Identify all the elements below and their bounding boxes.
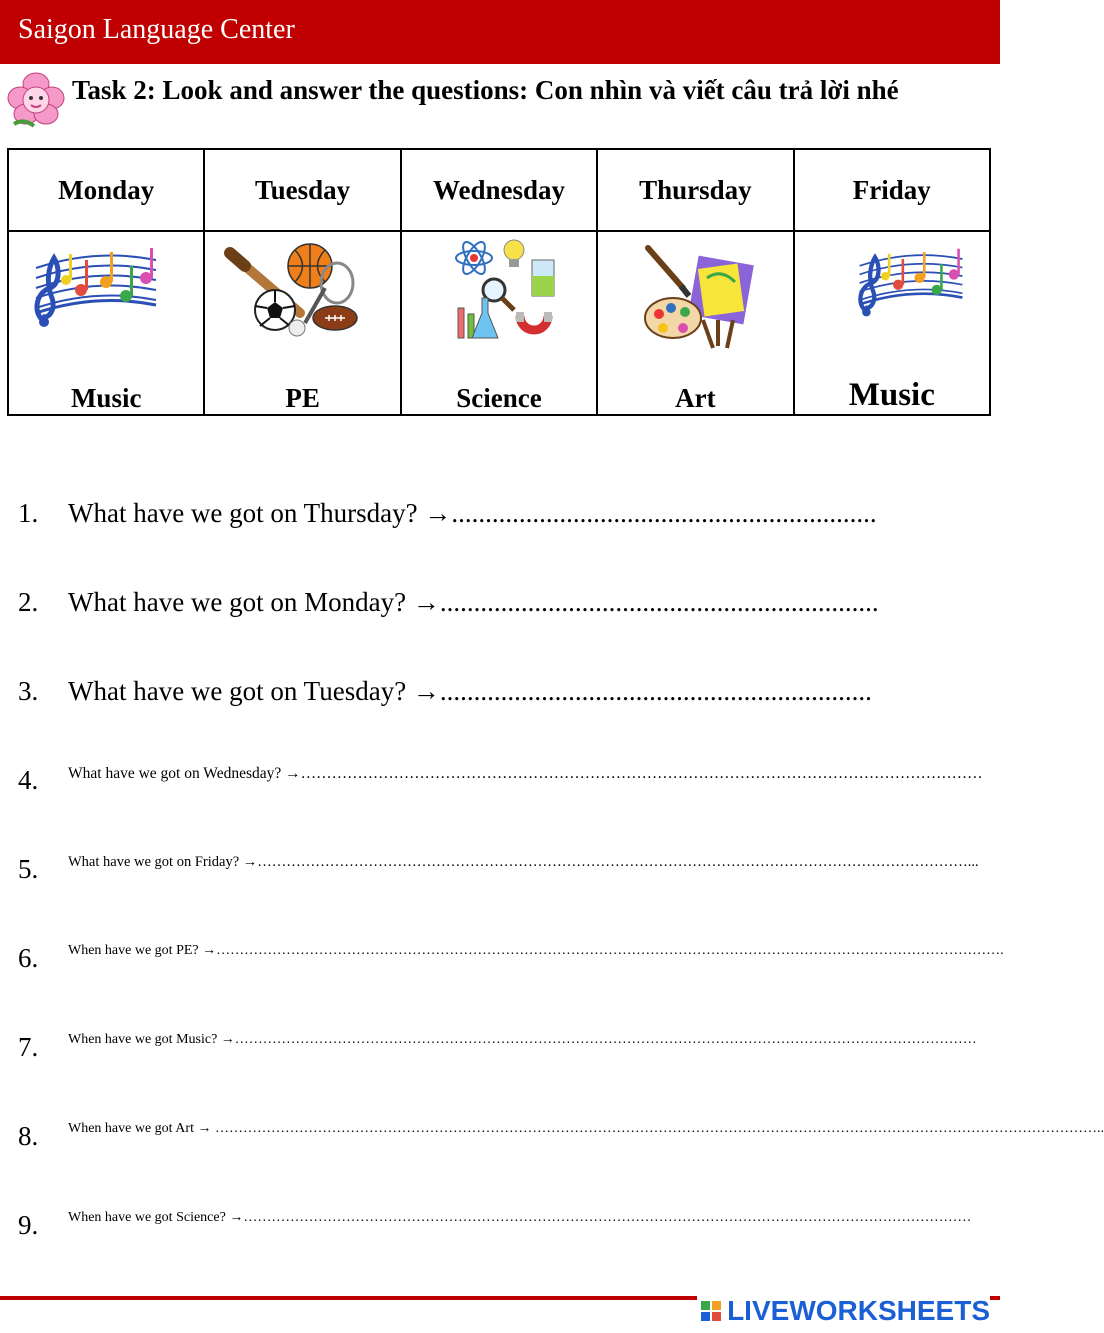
- question-text: When have we got Art → ………………………………………………………………………………………………………………………………………………………………………..: [68, 1121, 1104, 1136]
- question-text: What have we got on Wednesday? →……………………………………………………………………………………………………………………: [68, 765, 983, 782]
- question-text: What have we got on Friday? →…………………………………………………………………………………………………………………………………...: [68, 854, 979, 870]
- subject-cell-friday: [794, 231, 990, 415]
- subject-label-friday: Music: [848, 377, 935, 413]
- day-thursday: Thursday: [597, 149, 793, 231]
- question-number: 6.: [18, 943, 39, 973]
- art-palette-icon: [643, 238, 763, 348]
- music-notes-icon: [851, 238, 971, 328]
- question-number: 8.: [18, 1121, 39, 1151]
- day-monday: Monday: [8, 149, 204, 231]
- question-item[interactable]: [0, 676, 1000, 716]
- question-text: What have we got on Thursday? →...............................................................: [68, 498, 877, 528]
- question-number: 7.: [18, 1032, 39, 1062]
- timetable: [7, 148, 991, 416]
- question-item[interactable]: [0, 1210, 1000, 1250]
- subject-row: [8, 231, 990, 415]
- page-header: [0, 0, 1000, 64]
- day-friday: Friday: [794, 149, 990, 231]
- question-number: 5.: [18, 854, 39, 884]
- day-header-row: [8, 149, 990, 231]
- question-item[interactable]: [0, 1121, 1104, 1161]
- music-notes-icon: [26, 238, 166, 338]
- question-item[interactable]: [0, 765, 1000, 805]
- subject-cell-wednesday: [401, 231, 597, 415]
- task-title: Task 2: Look and answer the questions: Con nhìn và viết câu trả lời nhé: [72, 75, 899, 105]
- question-text: When have we got PE? →…………………………………………………………………………………………………………………………………………………….: [68, 943, 1004, 958]
- subject-cell-tuesday: [204, 231, 400, 415]
- header-title: Saigon Language Center: [18, 14, 295, 45]
- question-number: 4.: [18, 765, 39, 795]
- question-text: What have we got on Monday? →.................................................................: [68, 587, 879, 617]
- question-number: 2.: [18, 587, 39, 617]
- sports-balls-icon: [225, 238, 365, 338]
- subject-label-monday: Music: [70, 383, 142, 413]
- question-number: 9.: [18, 1210, 39, 1240]
- question-text: When have we got Music? →……………………………………………………………………………………………………………………………………………: [68, 1032, 977, 1047]
- day-wednesday: Wednesday: [401, 149, 597, 231]
- flower-icon: [4, 68, 68, 132]
- question-item[interactable]: [0, 587, 1000, 627]
- science-lab-icon: [452, 238, 562, 348]
- day-tuesday: Tuesday: [204, 149, 400, 231]
- question-item[interactable]: [0, 498, 1000, 538]
- question-item[interactable]: [0, 943, 1004, 983]
- subject-label-thursday: Art: [675, 383, 716, 413]
- liveworksheets-logo[interactable]: [697, 1294, 990, 1328]
- subject-cell-thursday: [597, 231, 793, 415]
- question-text: When have we got Science? →…………………………………………………………………………………………………………………………………………: [68, 1210, 972, 1225]
- question-text: What have we got on Tuesday? →................................................................: [68, 676, 872, 706]
- question-number: 1.: [18, 498, 39, 528]
- liveworksheets-logo-icon: [701, 1301, 721, 1321]
- subject-label-tuesday: PE: [285, 383, 320, 413]
- logo-text: LIVEWORKSHEETS: [727, 1295, 990, 1326]
- question-item[interactable]: [0, 854, 1000, 894]
- subject-label-wednesday: Science: [456, 383, 542, 413]
- subject-cell-monday: [8, 231, 204, 415]
- question-item[interactable]: [0, 1032, 1000, 1072]
- question-number: 3.: [18, 676, 39, 706]
